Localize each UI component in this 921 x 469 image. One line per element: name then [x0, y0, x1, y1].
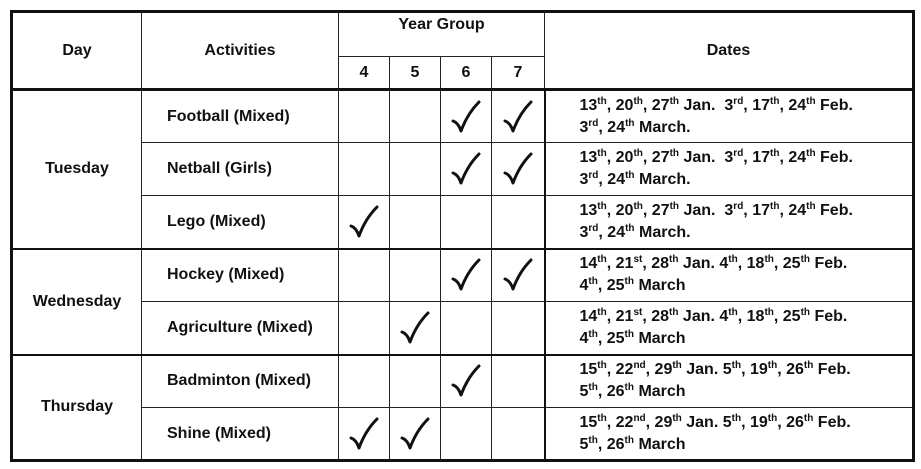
year-6-cell: [441, 355, 492, 408]
year-7-cell: [492, 302, 545, 355]
date-number: 4: [579, 277, 589, 295]
date-suffix: th: [588, 328, 598, 340]
date-number: 20: [615, 96, 634, 114]
date-number: 19: [749, 413, 768, 431]
day-cell: Thursday: [12, 355, 142, 461]
date-number: 3: [724, 201, 734, 219]
date-text: ,: [597, 329, 607, 347]
checkmark-icon: [451, 100, 481, 134]
date-suffix: nd: [633, 412, 646, 424]
date-suffix: th: [769, 200, 780, 212]
year-5-cell: [390, 90, 441, 143]
date-suffix: th: [597, 148, 607, 159]
dates-cell: [545, 143, 914, 196]
date-number: 25: [782, 307, 801, 325]
date-suffix: th: [669, 306, 679, 318]
date-text: ,: [777, 361, 787, 379]
date-text: ,: [743, 149, 753, 166]
date-text: ,: [598, 171, 608, 188]
date-number: 21: [615, 255, 634, 273]
date-suffix: th: [597, 95, 607, 107]
date-text: Jan.: [679, 96, 725, 114]
date-suffix: th: [669, 95, 680, 107]
date-suffix: th: [625, 117, 635, 129]
date-suffix: rd: [733, 95, 744, 107]
date-suffix: th: [800, 254, 811, 266]
checkmark-icon: [400, 417, 430, 451]
dates-line-2: [580, 275, 913, 297]
date-number: 18: [746, 255, 765, 273]
date-text: Jan.: [678, 255, 720, 273]
date-number: 28: [651, 307, 670, 325]
date-suffix: th: [767, 360, 778, 372]
year-6-cell: [441, 143, 492, 196]
table-row: [12, 302, 914, 355]
date-number: 20: [615, 201, 634, 219]
dates-line-2: [580, 222, 913, 244]
date-text: March: [634, 277, 686, 295]
year-4-cell: [339, 302, 390, 355]
date-number: 24: [788, 149, 807, 166]
dates-line-2: [580, 434, 913, 456]
date-number: 19: [749, 361, 768, 379]
date-text: ,: [645, 361, 655, 379]
date-number: 29: [654, 361, 673, 379]
day-cell: Tuesday: [12, 90, 142, 249]
date-suffix: th: [731, 412, 742, 424]
year-5-cell: [390, 143, 441, 196]
date-number: 5: [722, 413, 732, 431]
year-6-cell: [441, 302, 492, 355]
date-suffix: th: [767, 412, 778, 424]
date-text: ,: [779, 201, 789, 219]
date-text: Feb.: [813, 413, 851, 431]
date-number: 25: [782, 255, 801, 273]
activity-cell: Netball (Girls): [142, 143, 339, 196]
date-suffix: th: [806, 148, 816, 159]
date-number: 18: [746, 307, 765, 325]
date-suffix: th: [669, 254, 679, 266]
dates-line-2: [580, 381, 913, 403]
date-number: 3: [579, 171, 589, 188]
date-text: ,: [773, 255, 783, 273]
year-7-cell: [492, 355, 545, 408]
checkmark-icon: [349, 205, 379, 239]
date-number: 4: [719, 255, 729, 273]
date-text: March.: [634, 118, 691, 136]
year-6-cell: [441, 90, 492, 143]
year-4-cell: [339, 143, 390, 196]
date-number: 15: [579, 413, 598, 431]
date-text: ,: [743, 96, 753, 114]
date-text: ,: [606, 149, 616, 166]
header-day: Day: [12, 12, 142, 90]
date-text: Feb.: [815, 149, 853, 166]
date-number: 5: [579, 435, 589, 453]
date-text: ,: [779, 96, 789, 114]
date-suffix: th: [769, 95, 780, 107]
date-number: 3: [579, 118, 589, 136]
date-number: 25: [606, 329, 625, 347]
year-7-cell: [492, 249, 545, 302]
date-text: Jan.: [681, 413, 723, 431]
date-suffix: th: [588, 276, 598, 288]
date-suffix: th: [731, 360, 742, 372]
date-text: ,: [743, 201, 753, 219]
date-text: ,: [597, 277, 607, 295]
date-text: Jan.: [679, 149, 725, 166]
date-text: ,: [779, 149, 789, 166]
year-4-cell: [339, 90, 390, 143]
checkmark-icon: [349, 417, 379, 451]
date-number: 17: [752, 96, 770, 114]
date-suffix: th: [764, 254, 774, 266]
date-suffix: th: [669, 200, 680, 212]
date-suffix: th: [588, 382, 598, 394]
date-text: ,: [777, 413, 787, 431]
dates-line-2: [580, 169, 913, 191]
header-year-group: Year Group: [339, 12, 545, 57]
table-row: [12, 355, 914, 408]
year-7-cell: [492, 408, 545, 461]
date-text: ,: [642, 201, 652, 219]
dates-line-1: [580, 306, 913, 328]
date-number: 4: [719, 307, 729, 325]
date-number: 21: [615, 307, 634, 325]
date-suffix: th: [806, 95, 816, 107]
checkmark-icon: [451, 258, 481, 292]
date-suffix: th: [625, 222, 635, 234]
date-number: 24: [788, 96, 807, 114]
date-suffix: th: [728, 254, 738, 266]
date-number: 20: [615, 149, 634, 166]
date-text: Jan.: [679, 201, 725, 219]
dates-cell: [545, 408, 914, 461]
checkmark-icon: [503, 152, 533, 186]
date-suffix: th: [597, 306, 607, 318]
date-suffix: rd: [588, 117, 599, 129]
date-suffix: th: [728, 306, 738, 318]
date-suffix: th: [803, 360, 814, 372]
date-number: 5: [579, 383, 589, 401]
date-number: 3: [724, 96, 734, 114]
date-suffix: rd: [733, 148, 744, 159]
date-text: ,: [645, 413, 655, 431]
date-suffix: th: [588, 434, 598, 446]
date-number: 13: [579, 96, 598, 114]
date-suffix: th: [800, 306, 811, 318]
date-text: Feb.: [810, 255, 848, 273]
date-text: March: [634, 329, 686, 347]
header-dates: Dates: [545, 12, 914, 90]
date-text: March: [634, 435, 686, 453]
activity-cell: Football (Mixed): [142, 90, 339, 143]
table-row: [12, 408, 914, 461]
date-number: 29: [654, 413, 673, 431]
activity-cell: Agriculture (Mixed): [142, 302, 339, 355]
date-text: ,: [737, 307, 747, 325]
dates-line-2: [580, 328, 913, 350]
year-4-cell: [339, 355, 390, 408]
date-number: 3: [579, 223, 589, 241]
date-suffix: th: [624, 328, 634, 340]
header-year-7: 7: [492, 57, 545, 90]
checkmark-icon: [503, 258, 533, 292]
date-text: ,: [642, 307, 652, 325]
date-suffix: th: [624, 276, 634, 288]
date-text: ,: [598, 118, 608, 136]
dates-line-1: [580, 95, 913, 117]
date-number: 26: [606, 383, 625, 401]
date-text: Feb.: [815, 201, 853, 219]
year-7-cell: [492, 90, 545, 143]
date-number: 27: [651, 201, 670, 219]
date-number: 27: [651, 96, 670, 114]
date-text: March.: [634, 171, 691, 188]
checkmark-icon: [451, 152, 481, 186]
date-suffix: th: [764, 306, 774, 318]
header-year-4: 4: [339, 57, 390, 90]
date-number: 24: [607, 223, 626, 241]
date-suffix: th: [633, 95, 643, 107]
date-suffix: st: [633, 254, 643, 266]
activity-cell: Shine (Mixed): [142, 408, 339, 461]
date-text: ,: [606, 361, 616, 379]
year-5-cell: [390, 302, 441, 355]
date-number: 22: [615, 413, 634, 431]
date-suffix: th: [803, 412, 814, 424]
activities-schedule-table: [10, 10, 915, 462]
date-text: ,: [597, 383, 607, 401]
dates-line-1: [580, 200, 913, 222]
date-number: 5: [722, 361, 732, 379]
year-7-cell: [492, 196, 545, 249]
dates-line-1: [580, 253, 913, 275]
date-text: ,: [606, 255, 616, 273]
date-suffix: th: [672, 412, 682, 424]
checkmark-icon: [400, 311, 430, 345]
year-6-cell: [441, 408, 492, 461]
date-number: 27: [651, 149, 670, 166]
date-suffix: rd: [588, 222, 599, 234]
date-text: ,: [737, 255, 747, 273]
table-row: [12, 249, 914, 302]
date-suffix: th: [672, 360, 682, 372]
date-suffix: th: [633, 148, 643, 159]
date-suffix: th: [625, 170, 635, 181]
date-text: ,: [642, 255, 652, 273]
date-text: ,: [606, 307, 616, 325]
table-row: [12, 90, 914, 143]
year-5-cell: [390, 408, 441, 461]
date-text: ,: [606, 201, 616, 219]
date-number: 13: [579, 149, 598, 166]
date-suffix: nd: [633, 360, 646, 372]
date-text: March: [634, 383, 686, 401]
date-text: Feb.: [815, 96, 853, 114]
year-5-cell: [390, 196, 441, 249]
year-4-cell: [339, 249, 390, 302]
date-number: 26: [606, 435, 625, 453]
dates-line-1: [580, 412, 913, 434]
date-suffix: th: [597, 360, 607, 372]
schedule-body: [12, 90, 914, 461]
date-text: March.: [634, 223, 691, 241]
header-year-5: 5: [390, 57, 441, 90]
date-number: 13: [579, 201, 598, 219]
year-6-cell: [441, 196, 492, 249]
date-text: ,: [606, 413, 616, 431]
date-number: 24: [788, 201, 807, 219]
dates-line-1: [580, 359, 913, 381]
year-4-cell: [339, 196, 390, 249]
date-number: 4: [579, 329, 589, 347]
date-text: ,: [642, 96, 652, 114]
date-number: 17: [752, 149, 770, 166]
date-number: 14: [579, 307, 598, 325]
year-5-cell: [390, 355, 441, 408]
date-suffix: th: [633, 200, 643, 212]
dates-cell: [545, 90, 914, 143]
table-row: [12, 196, 914, 249]
dates-cell: [545, 355, 914, 408]
date-text: ,: [741, 361, 750, 379]
date-suffix: th: [624, 434, 634, 446]
date-number: 24: [607, 171, 626, 188]
date-number: 24: [607, 118, 626, 136]
header-activities: Activities: [142, 12, 339, 90]
date-suffix: st: [633, 306, 643, 318]
date-number: 15: [579, 361, 598, 379]
date-text: Jan.: [678, 307, 720, 325]
date-number: 26: [786, 413, 804, 431]
date-suffix: th: [669, 148, 680, 159]
date-suffix: th: [769, 148, 780, 159]
year-4-cell: [339, 408, 390, 461]
checkmark-icon: [503, 100, 533, 134]
date-suffix: th: [597, 412, 607, 424]
day-cell: Wednesday: [12, 249, 142, 355]
date-text: ,: [606, 96, 616, 114]
date-number: 22: [615, 361, 634, 379]
activity-cell: Badminton (Mixed): [142, 355, 339, 408]
date-number: 17: [752, 201, 770, 219]
date-text: Feb.: [810, 307, 848, 325]
date-suffix: th: [624, 382, 634, 394]
activity-cell: Hockey (Mixed): [142, 249, 339, 302]
date-suffix: th: [806, 200, 816, 212]
date-suffix: th: [597, 200, 607, 212]
table-row: [12, 143, 914, 196]
dates-cell: [545, 196, 914, 249]
date-text: ,: [642, 149, 652, 166]
date-text: ,: [598, 223, 608, 241]
year-7-cell: [492, 143, 545, 196]
dates-line-1: [580, 147, 913, 169]
date-suffix: th: [597, 254, 607, 266]
dates-line-2: [580, 117, 913, 139]
date-text: ,: [741, 413, 750, 431]
date-text: Feb.: [813, 361, 851, 379]
year-6-cell: [441, 249, 492, 302]
dates-cell: [545, 302, 914, 355]
date-number: 25: [606, 277, 625, 295]
dates-cell: [545, 249, 914, 302]
year-5-cell: [390, 249, 441, 302]
date-text: Jan.: [681, 361, 723, 379]
date-number: 26: [786, 361, 804, 379]
date-text: ,: [597, 435, 607, 453]
date-text: ,: [773, 307, 783, 325]
activity-cell: Lego (Mixed): [142, 196, 339, 249]
date-suffix: rd: [733, 200, 744, 212]
date-suffix: rd: [588, 170, 599, 181]
date-number: 3: [724, 149, 734, 166]
date-number: 28: [651, 255, 670, 273]
date-number: 14: [579, 255, 598, 273]
header-year-6: 6: [441, 57, 492, 90]
checkmark-icon: [451, 364, 481, 398]
